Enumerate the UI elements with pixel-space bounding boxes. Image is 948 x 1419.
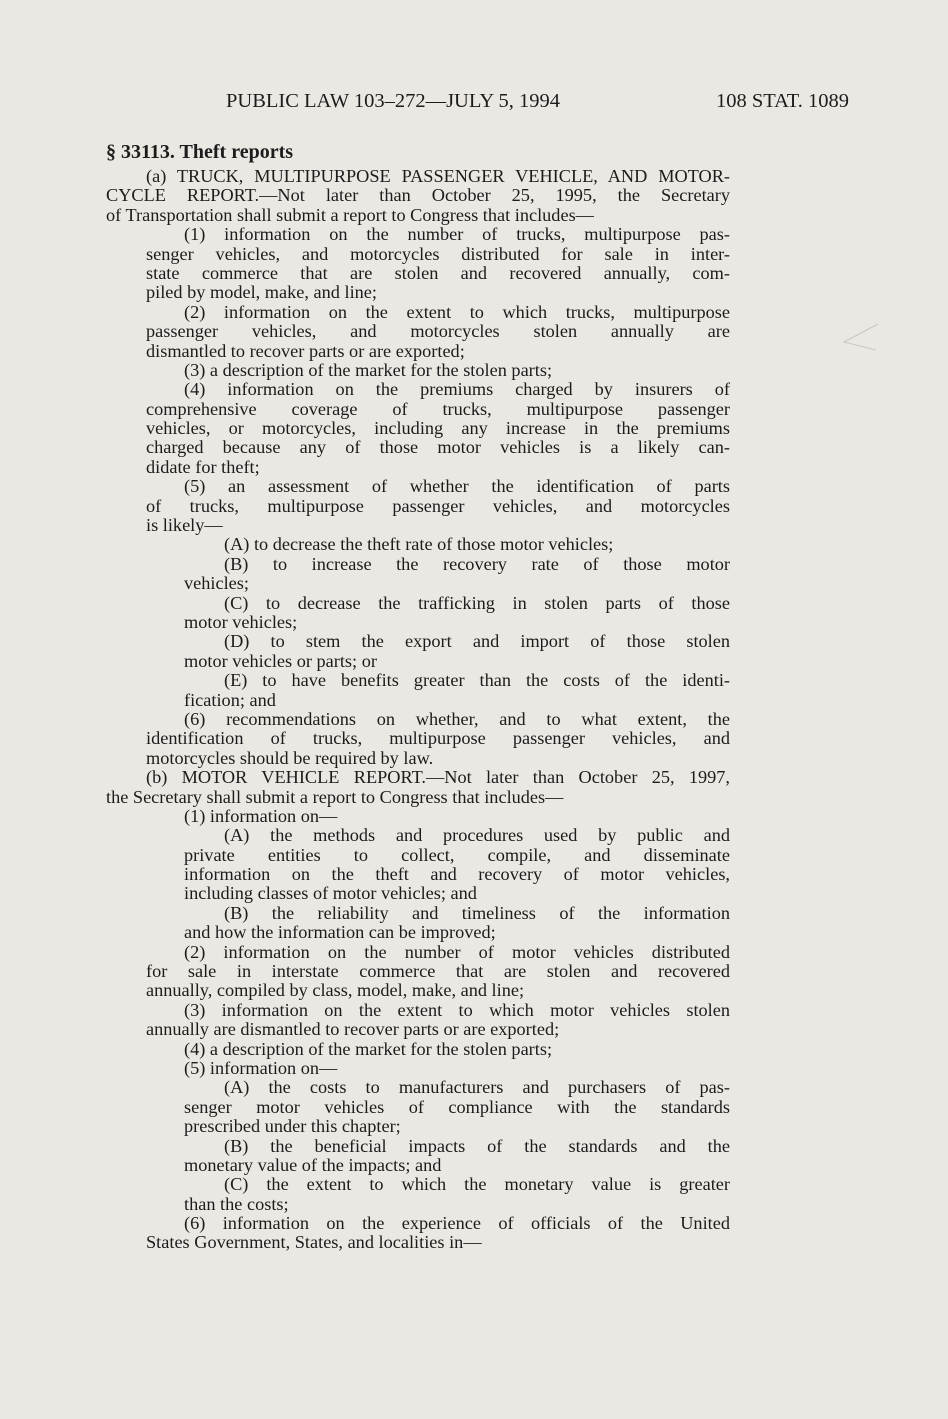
text-line: monetary value of the impacts; and — [184, 1155, 442, 1175]
text-line: motor vehicles or parts; or — [184, 651, 377, 671]
text-line: (B) to increase the recovery rate of those motor — [224, 554, 730, 574]
text-line: dismantled to recover parts or are exported; — [146, 341, 465, 361]
text-line: (5) information on— — [184, 1058, 338, 1078]
text-line: (1) information on— — [184, 806, 338, 826]
text-line: passenger vehicles, and motorcycles stolen annually are — [146, 322, 730, 342]
text-line: private entities to collect, compile, and disseminate — [184, 845, 730, 865]
text-line: (A) the costs to manufacturers and purchasers of pas- — [224, 1078, 730, 1098]
text-line: CYCLE REPORT.—Not later than October 25, 1995, the Secretary — [106, 186, 730, 206]
text-line: annually are dismantled to recover parts or are exported; — [146, 1020, 560, 1040]
text-line: (1) information on the number of trucks, multipurpose pas- — [184, 225, 730, 245]
scan-artifact-mark — [840, 322, 880, 352]
text-line: senger motor vehicles of compliance with the standards — [184, 1097, 730, 1117]
header-stat-page: 108 STAT. 1089 — [716, 90, 849, 112]
text-line: (5) an assessment of whether the identification of parts — [184, 477, 730, 497]
text-line: comprehensive coverage of trucks, multipurpose passenger — [146, 399, 730, 419]
text-line: fication; and — [184, 690, 276, 710]
text-line: (B) the beneficial impacts of the standards and the — [224, 1136, 730, 1156]
text-line: (4) information on the premiums charged by insurers of — [184, 380, 730, 400]
text-line: piled by model, make, and line; — [146, 283, 377, 303]
text-line: (B) the reliability and timeliness of the information — [224, 903, 730, 923]
text-line: (3) a description of the market for the stolen parts; — [184, 360, 553, 380]
text-line: (C) to decrease the trafficking in stolen parts of those — [224, 593, 730, 613]
text-line: of trucks, multipurpose passenger vehicles, and motorcycles — [146, 496, 730, 516]
text-line: (6) recommendations on whether, and to what extent, the — [184, 709, 730, 729]
text-line: the Secretary shall submit a report to Congress that includes— — [106, 787, 564, 807]
text-line: (C) the extent to which the monetary value is greater — [224, 1175, 730, 1195]
text-line: (6) information on the experience of officials of the United — [184, 1214, 730, 1234]
text-line: charged because any of those motor vehicles is a likely can- — [146, 438, 730, 458]
section-title: § 33113. Theft reports — [106, 141, 294, 163]
text-line: (4) a description of the market for the stolen parts; — [184, 1039, 553, 1059]
text-line: state commerce that are stolen and recovered annually, com- — [146, 263, 730, 283]
text-line: (D) to stem the export and import of those stolen — [224, 632, 730, 652]
text-line: senger vehicles, and motorcycles distributed for sale in inter- — [146, 244, 730, 264]
text-line: (2) information on the number of motor vehicles distributed — [184, 942, 730, 962]
text-line: of Transportation shall submit a report to Congress that includes— — [106, 205, 594, 225]
text-line: for sale in interstate commerce that are stolen and recovered — [146, 962, 730, 982]
text-line: didate for theft; — [146, 457, 260, 477]
text-line: vehicles, or motorcycles, including any increase in the premiums — [146, 419, 730, 439]
text-line: (E) to have benefits greater than the costs of the identi- — [224, 671, 730, 691]
section-body — [106, 167, 730, 1253]
text-line: motorcycles should be required by law. — [146, 748, 434, 768]
text-line: annually, compiled by class, model, make, and line; — [146, 981, 525, 1001]
text-line: including classes of motor vehicles; and — [184, 884, 477, 904]
text-line: (2) information on the extent to which trucks, multipurpose — [184, 302, 730, 322]
text-line: is likely— — [146, 516, 223, 536]
text-line: motor vehicles; — [184, 612, 298, 632]
text-line: States Government, States, and localities in— — [146, 1233, 482, 1253]
text-line: (A) the methods and procedures used by public and — [224, 826, 730, 846]
text-line: (b) MOTOR VEHICLE REPORT.—Not later than October 25, 1997, — [146, 768, 730, 788]
page-header — [0, 88, 948, 114]
text-line: (3) information on the extent to which motor vehicles stolen — [184, 1000, 730, 1020]
text-line: identification of trucks, multipurpose passenger vehicles, and — [146, 729, 730, 749]
text-line: (a) TRUCK, MULTIPURPOSE PASSENGER VEHICLE, AND MOTOR- — [146, 167, 730, 186]
text-line: (A) to decrease the theft rate of those motor vehicles; — [224, 535, 614, 555]
header-citation: PUBLIC LAW 103–272—JULY 5, 1994 — [226, 90, 560, 112]
text-line: information on the theft and recovery of motor vehicles, — [184, 865, 730, 885]
text-line: and how the information can be improved; — [184, 923, 496, 943]
text-line: than the costs; — [184, 1194, 289, 1214]
text-line: prescribed under this chapter; — [184, 1117, 401, 1137]
text-line: vehicles; — [184, 574, 249, 594]
